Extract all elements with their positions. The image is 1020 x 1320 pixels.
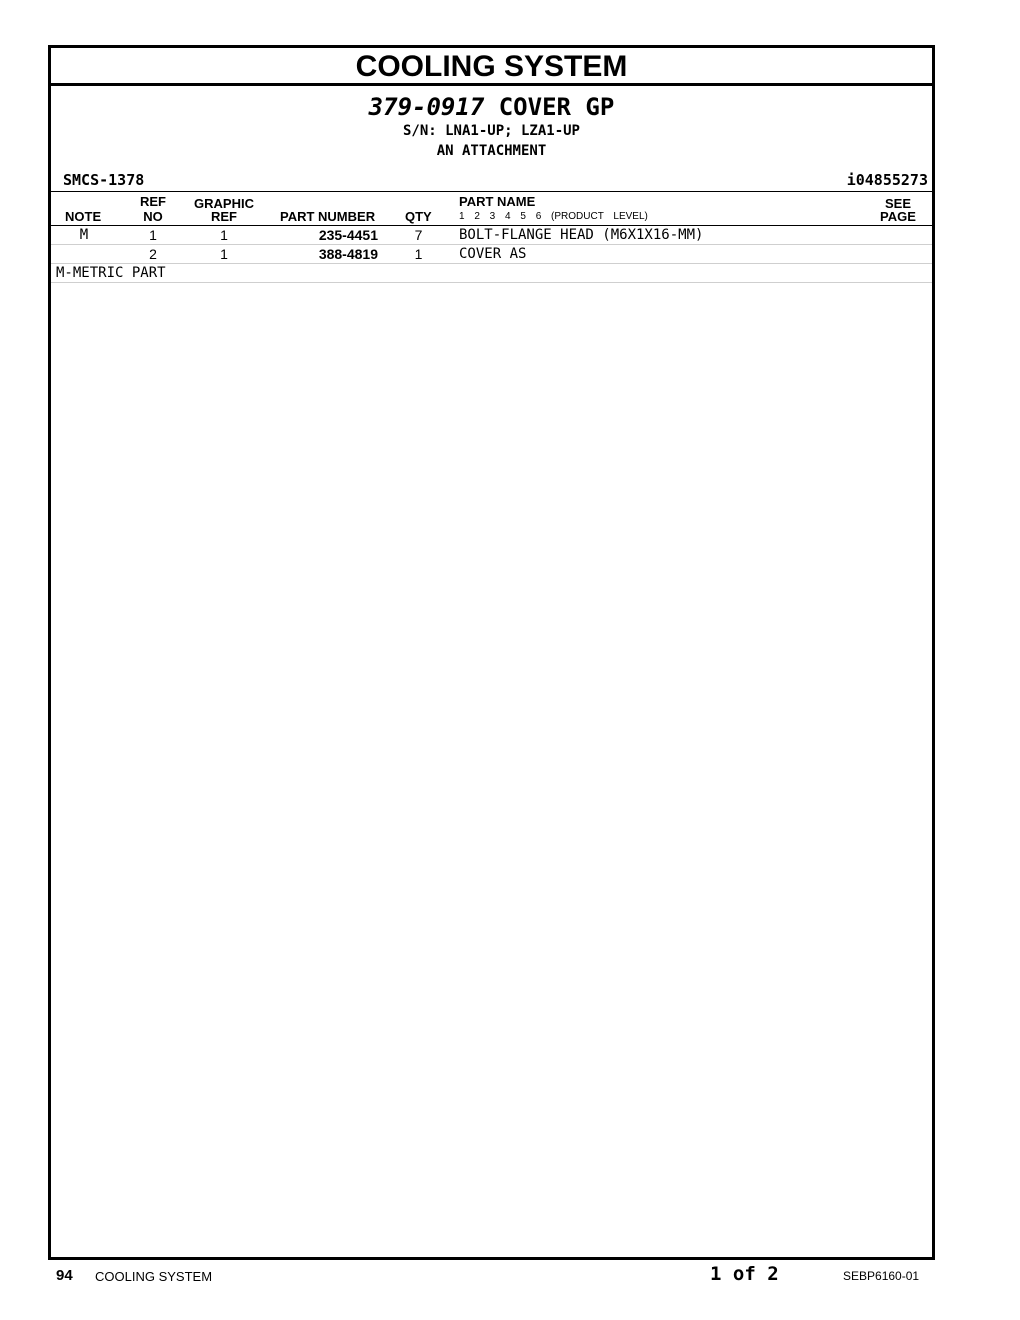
pagination: 1 of 2 — [710, 1263, 779, 1285]
col-graphic-top: GRAPHIC — [194, 196, 254, 211]
page-footer — [0, 1263, 1020, 1289]
footnote: M-METRIC PART — [56, 265, 166, 281]
col-qty: QTY — [405, 209, 432, 224]
col-note: NOTE — [65, 209, 102, 224]
footnote-row — [51, 264, 932, 283]
section-title: COOLING SYSTEM — [51, 48, 932, 86]
attachment-label: AN ATTACHMENT — [436, 143, 547, 159]
smcs-code: SMCS-1378 — [63, 171, 145, 189]
cell-ref-no: 2 — [149, 246, 157, 262]
col-ref-top: REF — [140, 194, 166, 209]
serial-numbers: S/N: LNA1-UP; LZA1-UP — [402, 123, 580, 139]
col-part-name: PART NAME — [459, 194, 536, 209]
cell-qty: 7 — [414, 227, 423, 243]
col-part-number: PART NUMBER — [280, 209, 376, 224]
page-number: 94 — [56, 1267, 73, 1284]
parts-table-body — [51, 226, 932, 264]
cell-graphic-ref: 1 — [220, 246, 228, 262]
col-graphic-bottom: REF — [211, 209, 237, 224]
page-frame — [48, 45, 935, 1260]
col-product-levels: 1 2 3 4 5 6 (PRODUCT LEVEL) — [459, 211, 648, 222]
col-see-top: SEE — [884, 196, 911, 211]
cell-part-name: COVER AS — [459, 246, 527, 262]
group-title — [51, 93, 932, 121]
col-see-bottom: PAGE — [880, 209, 916, 224]
cell-graphic-ref: 1 — [220, 227, 228, 243]
group-name: COVER GP — [498, 93, 615, 121]
cell-ref-no: 1 — [149, 227, 157, 243]
cell-part-name: BOLT-FLANGE HEAD (M6X1X16-MM) — [459, 227, 704, 243]
cell-part-number: 388-4819 — [318, 246, 378, 262]
table-header — [51, 191, 932, 226]
footer-section: COOLING SYSTEM — [95, 1269, 213, 1284]
cell-part-number: 235-4451 — [318, 227, 378, 243]
cell-note: M — [79, 227, 89, 243]
info-id: i04855273 — [846, 171, 928, 189]
col-ref-bottom: NO — [143, 209, 163, 224]
group-part-number: 379-0917 — [368, 93, 485, 121]
table-row — [51, 226, 932, 245]
doc-id: SEBP6160-01 — [843, 1269, 920, 1283]
table-row — [51, 245, 932, 264]
cell-qty: 1 — [414, 246, 423, 262]
meta-row — [51, 169, 932, 191]
